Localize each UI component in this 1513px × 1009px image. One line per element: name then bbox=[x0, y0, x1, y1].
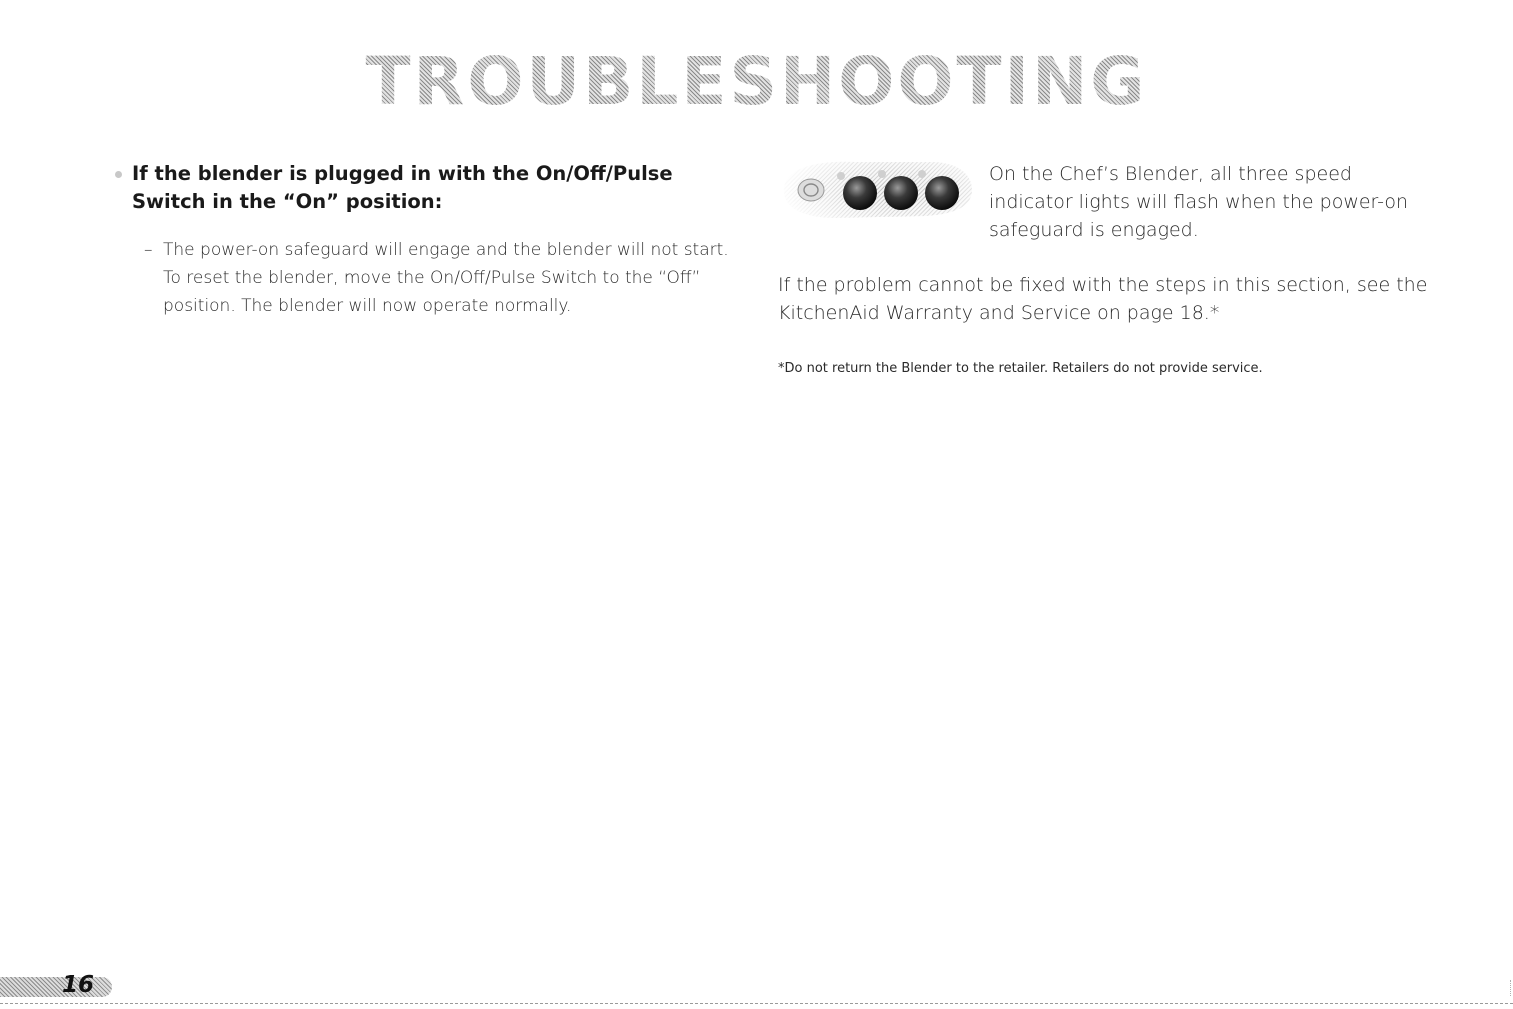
heading-text: If the blender is plugged in with the On/Off/Pulse Switch in the “On” position: bbox=[132, 162, 673, 213]
switch-button-icon bbox=[798, 179, 824, 201]
bottom-divider bbox=[0, 1003, 1513, 1004]
warranty-reference: If the problem cannot be fixed with the steps in this section, see the KitchenAid Warranty and Service on page 18.* bbox=[778, 274, 1428, 324]
troubleshooting-item bbox=[110, 160, 750, 320]
speed-indicator-lights-image bbox=[776, 150, 976, 232]
solution-text: The power-on safeguard will engage and the blender will not start. To reset the blender, move the On/Off/Pulse Switch to the “Off” position. The blender will now operate normally. bbox=[163, 240, 729, 316]
dash-marker: – bbox=[144, 240, 153, 260]
edge-mark bbox=[1510, 980, 1511, 996]
footnote: *Do not return the Blender to the retailer. Retailers do not provide service. bbox=[778, 361, 1263, 376]
troubleshooting-heading bbox=[110, 160, 750, 216]
bullet-icon bbox=[115, 171, 122, 178]
speed-light-1-icon bbox=[843, 176, 877, 210]
page-title: TROUBLESHOOTING bbox=[0, 42, 1513, 122]
page-number: 16 bbox=[62, 972, 95, 998]
solution-item bbox=[110, 236, 750, 320]
speed-light-3-icon bbox=[925, 176, 959, 210]
page-number-tab bbox=[0, 977, 112, 997]
speed-light-2-icon bbox=[884, 176, 918, 210]
indicator-note: On the Chef’s Blender, all three speed indicator lights will flash when the power-on safeguard is engaged. bbox=[989, 163, 1409, 241]
